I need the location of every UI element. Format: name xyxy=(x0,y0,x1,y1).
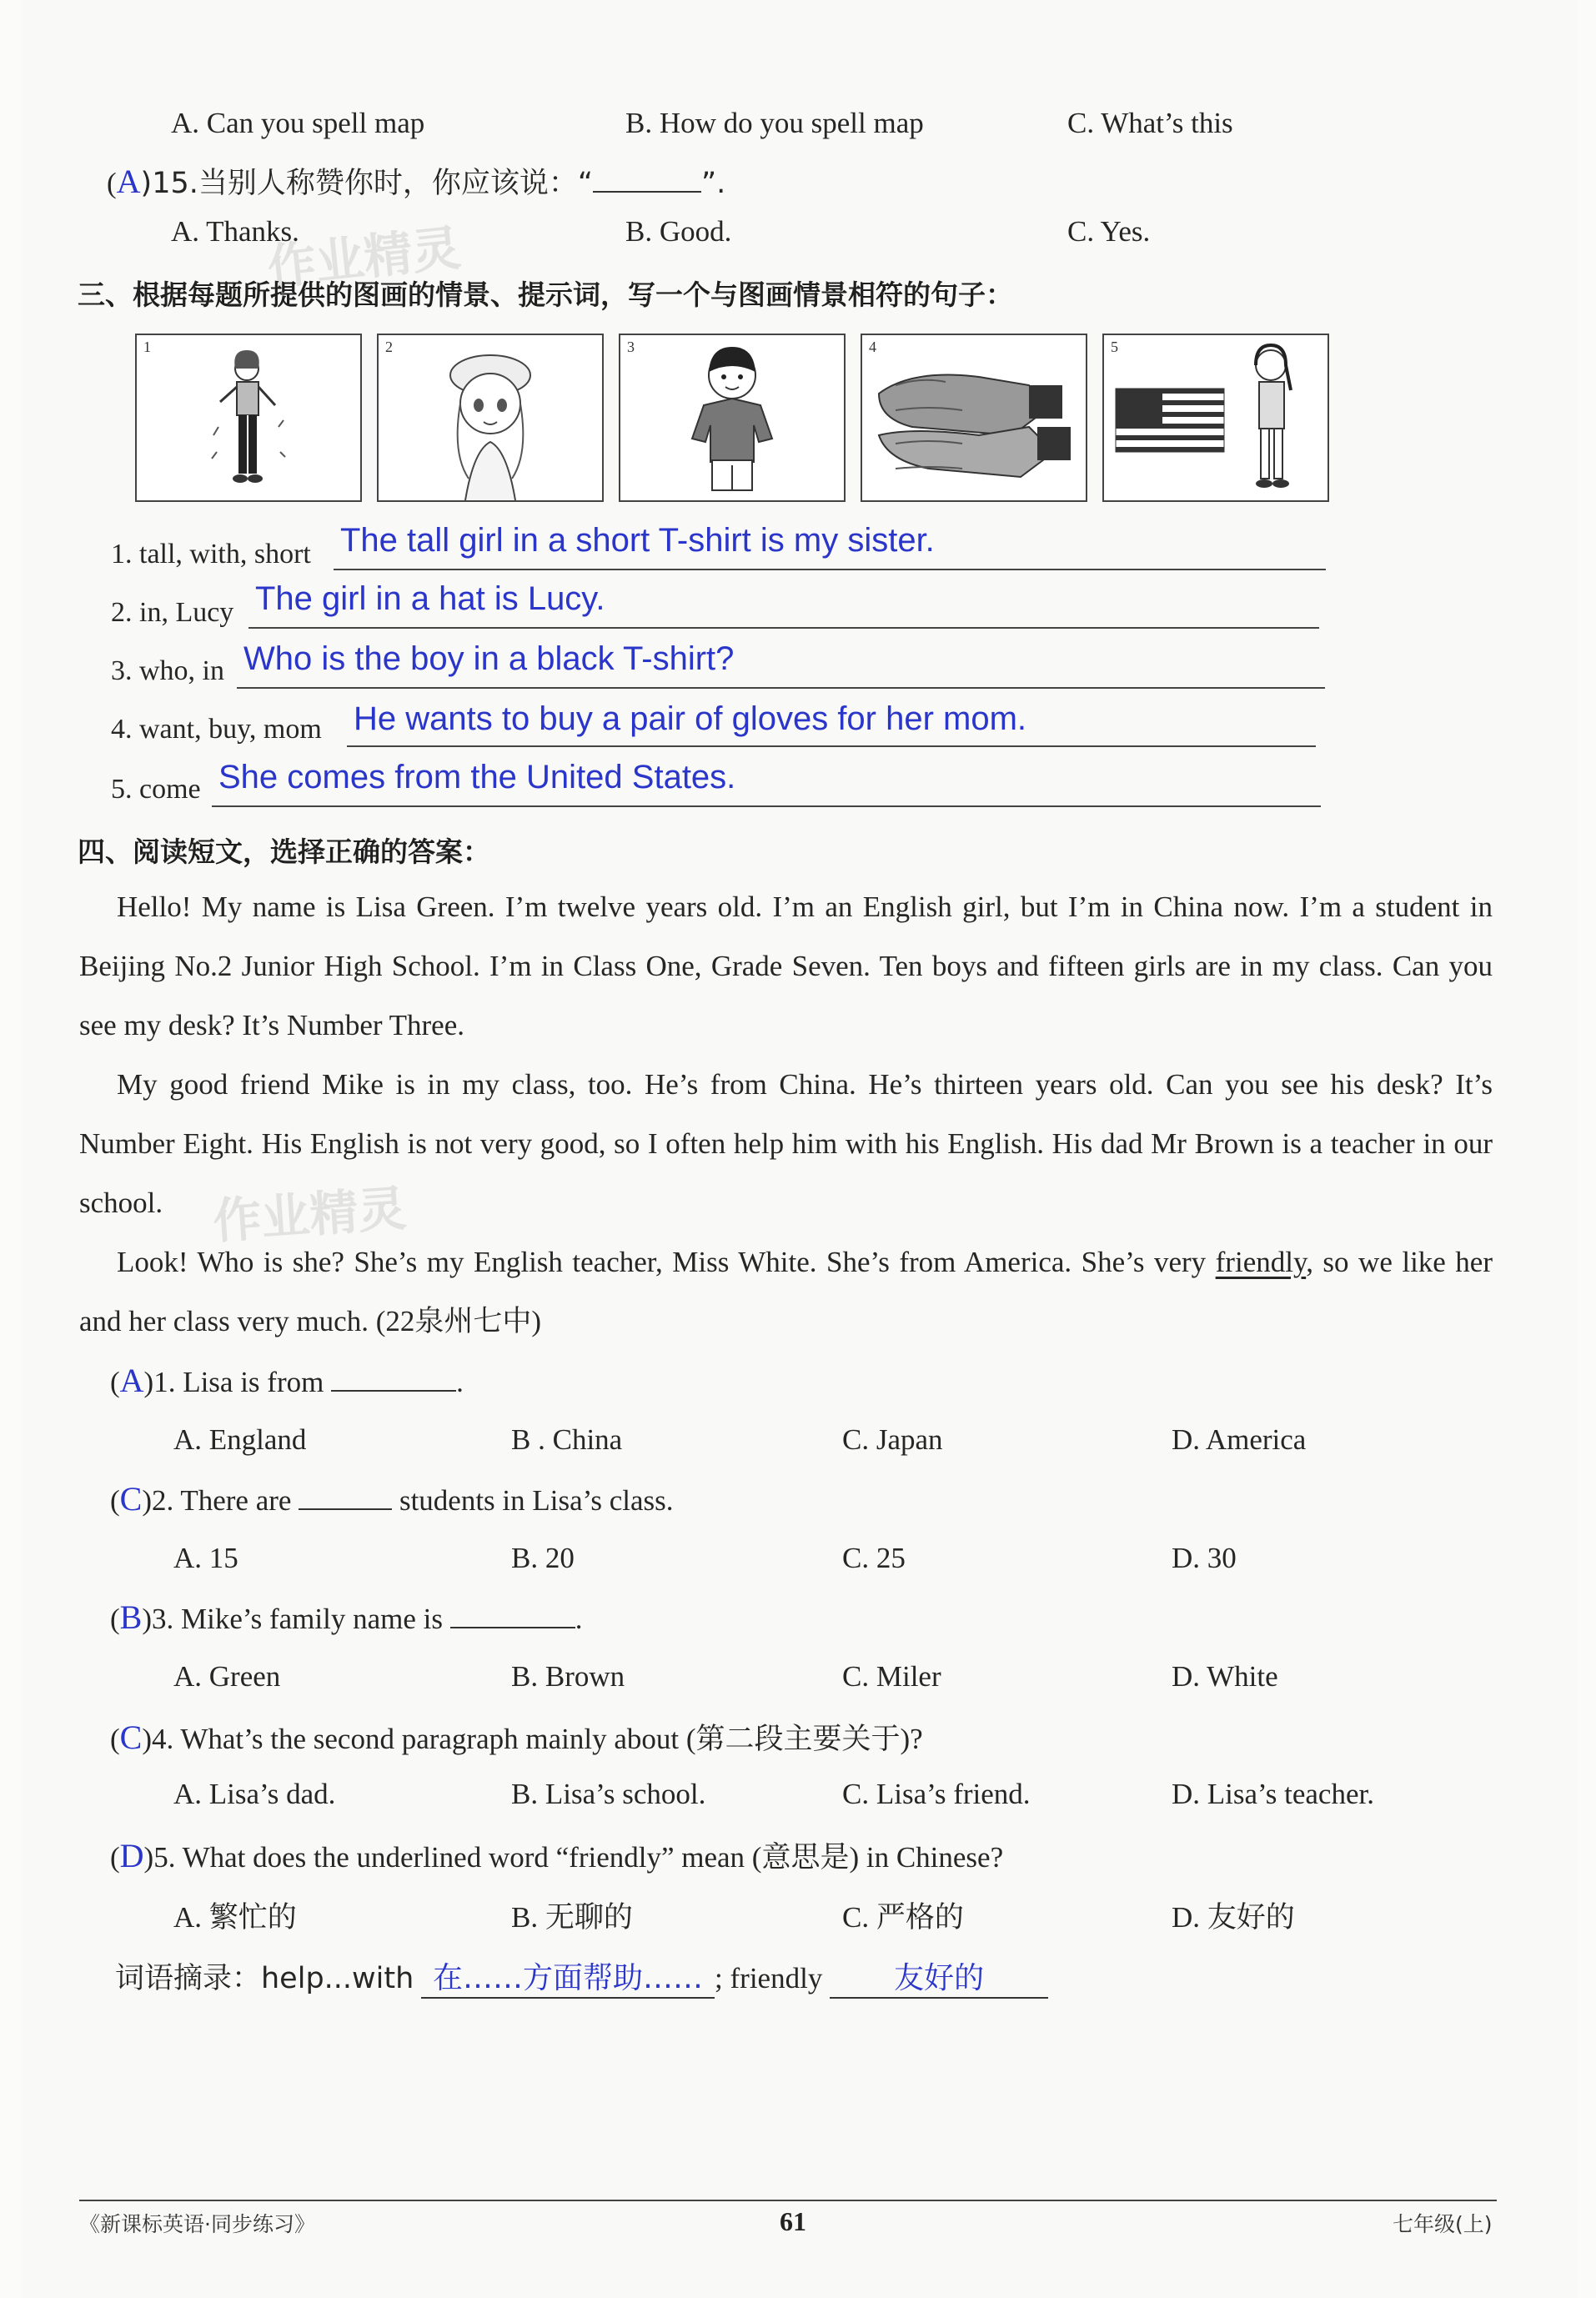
s3-prompt-4: 4. want, buy, mom xyxy=(111,714,322,745)
boy-icon xyxy=(620,335,844,500)
s3-answer-5: She comes from the United States. xyxy=(218,759,736,795)
q1-option-c: C. Japan xyxy=(842,1423,943,1456)
q15-option-c: C. Yes. xyxy=(1067,215,1151,248)
s3-line-4 xyxy=(347,745,1316,747)
q5-option-d: D. 友好的 xyxy=(1172,1901,1295,1934)
q3-option-d: D. White xyxy=(1172,1660,1278,1693)
girl-icon xyxy=(137,335,360,500)
footer-grade: 七年级(上) xyxy=(1393,2212,1493,2236)
q15-answer: A xyxy=(116,163,141,200)
s3-prompt-5: 5. come xyxy=(111,774,201,805)
s3-line-3 xyxy=(237,687,1325,689)
underlined-word: friendly xyxy=(1215,1246,1307,1278)
question-1-answer: A xyxy=(119,1362,144,1399)
q2-option-b: B. 20 xyxy=(511,1542,575,1574)
s3-answer-2: The girl in a hat is Lucy. xyxy=(255,580,605,617)
footer-rule xyxy=(79,2200,1497,2201)
question-2: (C)2. There are students in Lisa’s class. xyxy=(110,1480,674,1518)
q3-option-a: A. Green xyxy=(173,1660,281,1693)
s3-prompt-3: 3. who, in xyxy=(111,655,224,686)
s3-prompt-1: 1. tall, with, short xyxy=(111,539,311,569)
s3-line-5 xyxy=(212,805,1321,807)
q14-option-a: A. Can you spell map xyxy=(171,107,425,139)
q15-option-a: A. Thanks. xyxy=(171,215,299,248)
s3-answer-3: Who is the boy in a black T-shirt? xyxy=(243,640,735,677)
picture-3: 3 xyxy=(619,334,846,502)
picture-1: 1 xyxy=(135,334,362,502)
q4-option-b: B. Lisa’s school. xyxy=(511,1778,706,1810)
passage-paragraph-2: My good friend Mike is in my class, too. He’s from China. He’s thirteen years old. Can you see his desk? It’s Number Eight. His English is not very good, so I often help him with his English. His dad Mr Brown is a teacher in our school. xyxy=(79,1068,1493,1219)
q3-option-c: C. Miler xyxy=(842,1660,941,1693)
picture-5: 5 xyxy=(1102,334,1329,502)
q1-option-a: A. England xyxy=(173,1423,307,1456)
passage-paragraph-1: Hello! My name is Lisa Green. I’m twelve years old. I’m an English girl, but I’m in China now. I’m a student in Beijing No.2 Junior High School. I’m in Class One, Grade Seven. Ten boys and fifteen girls are in my class. Can you see my desk? It’s Number Three. xyxy=(79,891,1493,1041)
question-5-answer: D xyxy=(119,1837,144,1874)
question-3: (B)3. Mike’s family name is . xyxy=(110,1598,583,1636)
q1-option-d: D. America xyxy=(1172,1423,1307,1456)
question-5: (D)5. What does the underlined word “friendly” mean (意思是) in Chinese? xyxy=(110,1837,1004,1874)
question-4: (C)4. What’s the second paragraph mainly about (第二段主要关于)? xyxy=(110,1718,923,1756)
q1-option-b: B . China xyxy=(511,1423,623,1456)
s3-answer-4: He wants to buy a pair of gloves for her mom. xyxy=(354,700,1027,737)
flag-girl-icon xyxy=(1104,335,1327,500)
watermark-middle: 作业精灵 xyxy=(211,1179,409,1250)
vocab-blank-1: 在……方面帮助…… xyxy=(421,1954,715,1999)
q3-option-b: B. Brown xyxy=(511,1660,625,1693)
q5-option-b: B. 无聊的 xyxy=(511,1901,633,1934)
question-2-answer: C xyxy=(119,1480,143,1518)
question-1: (A)1. Lisa is from . xyxy=(110,1362,464,1399)
passage-paragraph-3: Look! Who is she? She’s my English teacher, Miss White. She’s from America. She’s very friendly, so we like her and her class very much. (22泉州七中) xyxy=(79,1246,1493,1337)
section4-heading: 四、阅读短文，选择正确的答案： xyxy=(78,835,490,868)
q4-option-d: D. Lisa’s teacher. xyxy=(1172,1778,1374,1810)
question-4-answer: C xyxy=(119,1718,143,1756)
vocab-blank-2: 友好的 xyxy=(830,1954,1048,1999)
s3-line-2 xyxy=(248,627,1319,629)
picture-2: 2 xyxy=(377,334,604,502)
section3-heading: 三、根据每题所提供的图画的情景、提示词，写一个与图画情景相符的句子： xyxy=(78,278,1013,311)
girl-in-hat-icon xyxy=(379,335,602,500)
vocab-notes: 词语摘录：help...with 在……方面帮助…… ; friendly 友好的 xyxy=(115,1954,1048,1999)
q5-option-a: A. 繁忙的 xyxy=(173,1901,297,1934)
watermark-top: 作业精灵 xyxy=(264,219,464,296)
q5-option-c: C. 严格的 xyxy=(842,1901,964,1934)
s3-line-1 xyxy=(334,569,1326,570)
q14-option-b: B. How do you spell map xyxy=(625,107,924,139)
s3-answer-1: The tall girl in a short T-shirt is my sister. xyxy=(340,522,935,559)
q2-option-a: A. 15 xyxy=(173,1542,238,1574)
gloves-icon xyxy=(862,335,1086,500)
q15-stem: (A)15.当别人称赞你时，你应该说：“ ”. xyxy=(107,163,726,200)
q14-option-c: C. What’s this xyxy=(1067,107,1233,139)
picture-4: 4 xyxy=(861,334,1087,502)
q15-option-b: B. Good. xyxy=(625,215,732,248)
q4-option-a: A. Lisa’s dad. xyxy=(173,1778,336,1810)
q2-option-c: C. 25 xyxy=(842,1542,906,1574)
footer-book-title: 《新课标英语·同步练习》 xyxy=(79,2212,315,2236)
page-number: 61 xyxy=(780,2206,806,2236)
question-3-answer: B xyxy=(119,1598,143,1636)
q2-option-d: D. 30 xyxy=(1172,1542,1237,1574)
s3-prompt-2: 2. in, Lucy xyxy=(111,597,234,628)
q4-option-c: C. Lisa’s friend. xyxy=(842,1778,1031,1810)
